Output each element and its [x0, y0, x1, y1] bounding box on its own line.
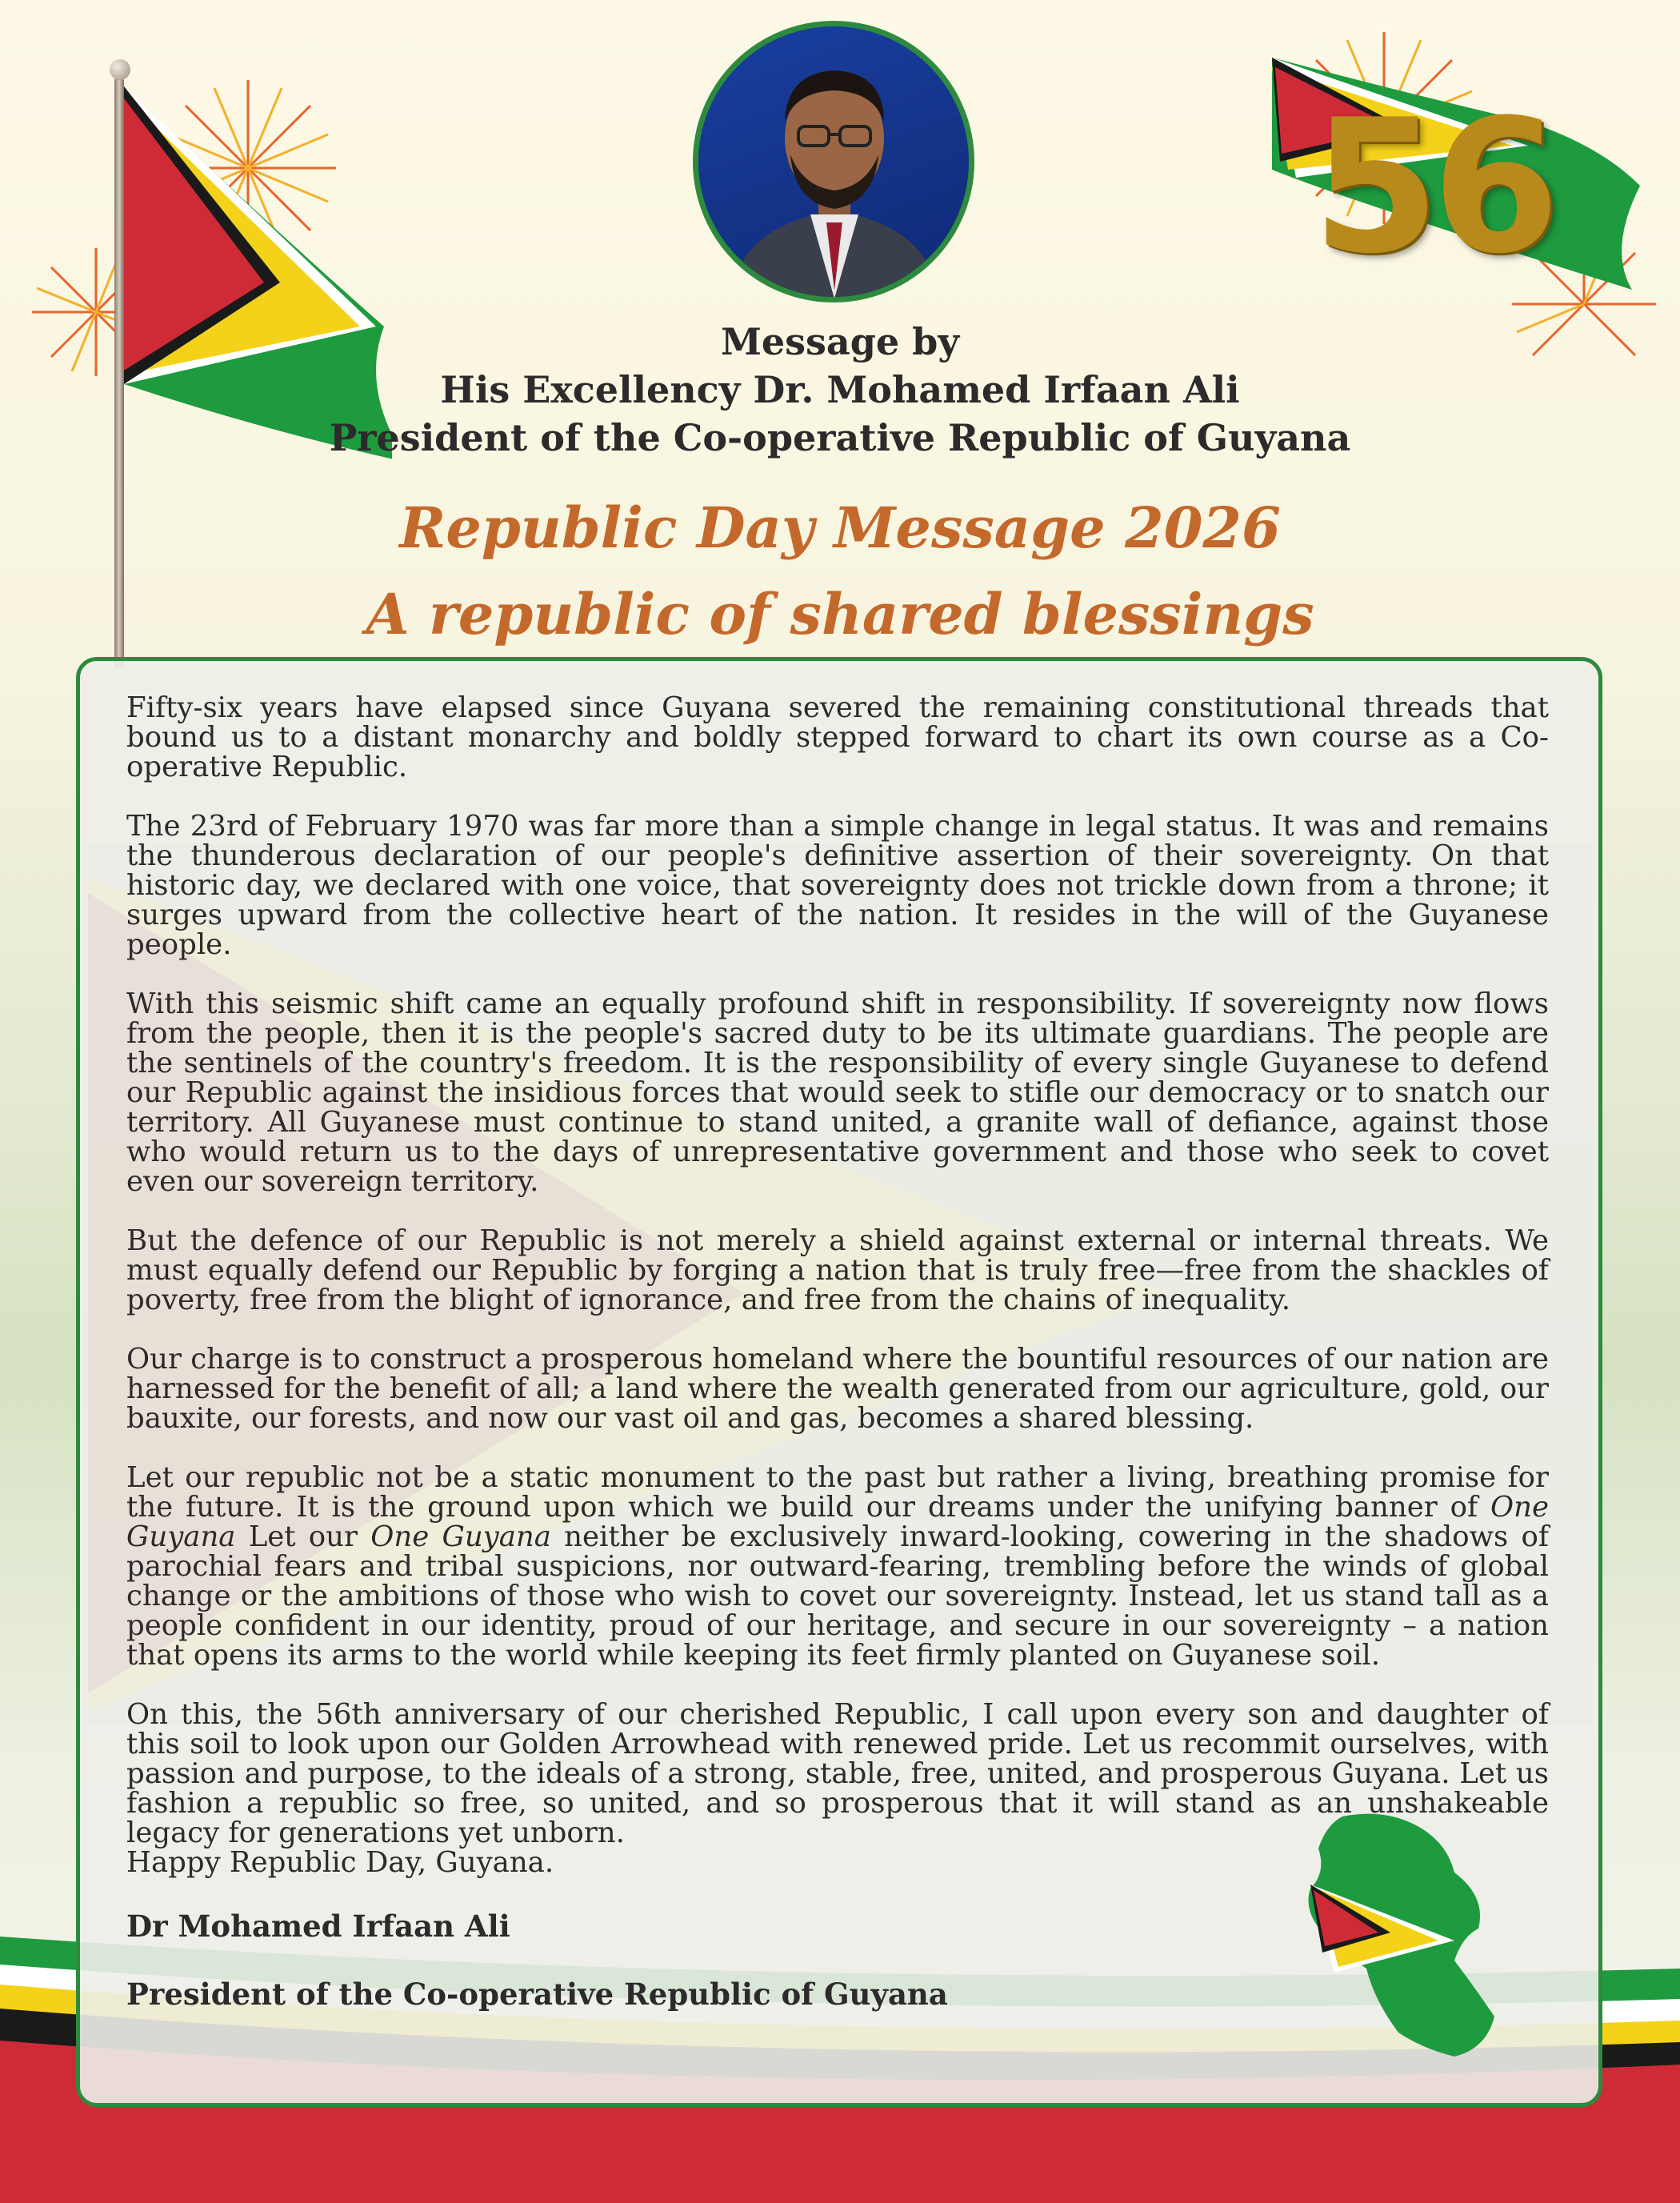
- message-paragraph-6: [126, 1463, 1549, 1670]
- signature-name: Dr Mohamed Irfaan Ali: [126, 1909, 510, 1944]
- title-line-1: Republic Day Message 2026: [399, 495, 1281, 561]
- header-line-2: His Excellency Dr. Mohamed Irfaan Ali: [440, 368, 1240, 411]
- message-paragraph-2: The 23rd of February 1970 was far more than a simple change in legal status. It was and remains the thunderous declaration of our people's definitive assertion of their sovereignty. On that historic day, we declared with one voice, that sovereignty does not trickle down from a throne; it surges upward from the collective heart of the nation. It resides in the will of the Guyanese people.: [126, 810, 1549, 961]
- message-paragraph-7: On this, the 56th anniversary of our cherished Republic, I call upon every son and daughter of this soil to look upon our Golden Arrowhead with renewed pride. Let us recommit ourselves, with passion and purpose, to the ideals of a strong, stable, free, united, and prosperous Guyana. Let us fashion a republic so free, so united, and so prosperous that it will stand as an unshakeable legacy for generations yet unborn.: [126, 1698, 1549, 1849]
- anniversary-number: 56: [1312, 81, 1553, 294]
- paragraph-6-part-a: Let our republic not be a static monument to the past but rather a living, breathing promise for the future. It is the ground upon which we build our dreams under the unifying banner of: [126, 1461, 1549, 1524]
- message-paragraph-3: With this seismic shift came an equally profound shift in responsibility. If sovereignty now flows from the people, then it is the people's sacred duty to be its ultimate guardians. The people are the sentinels of the country's freedom. It is the responsibility of every single Guyanese to defend our Republic against the insidious forces that would seek to stifle our democracy or to snatch our territory. All Guyanese must continue to stand united, a granite wall of defiance, against those who would return us to the days of unrepresentative government and those who seek to covet even our sovereign territory.: [126, 987, 1549, 1198]
- paragraph-6-part-b: Let our: [235, 1520, 371, 1553]
- title-line-2: A republic of shared blessings: [366, 581, 1314, 647]
- closing-line: Happy Republic Day, Guyana.: [126, 1846, 554, 1879]
- header-line-1: Message by: [720, 320, 960, 363]
- president-portrait: [693, 21, 974, 302]
- guyana-map-icon: [1294, 1808, 1510, 2065]
- one-guyana-emphasis-1: One Guyana: [126, 1491, 1549, 1553]
- message-paragraph-4: But the defence of our Republic is not merely a shield against external or internal threats. We must equally defend our Republic by forging a nation that is truly free—free from the shackles of poverty, free from the blight of ignorance, and free from the chains of inequality.: [126, 1224, 1549, 1316]
- signature-title: President of the Co-operative Republic of Guyana: [126, 1977, 948, 2012]
- portrait-figure-icon: [698, 26, 970, 298]
- message-paragraph-1: Fifty-six years have elapsed since Guyana severed the remaining constitutional threads that bound us to a distant monarchy and boldly stepped forward to chart its own course as a Co-operative Republic.: [126, 691, 1549, 783]
- message-paragraph-5: Our charge is to construct a prosperous homeland where the bountiful resources of our nation are harnessed for the benefit of all; a land where the wealth generated from our agriculture, gold, our bauxite, our forests, and now our vast oil and gas, becomes a shared blessing.: [126, 1343, 1549, 1435]
- header-line-3: President of the Co-operative Republic of Guyana: [329, 416, 1351, 459]
- paragraph-6-part-c: neither be exclusively inward-looking, cowering in the shadows of parochial fears and tribal suspicions, nor outward-fearing, trembling before the winds of global change or the ambitions of those who wish to covet our sovereignty. Instead, let us stand tall as a people confident in our identity, proud of our heritage, and secure in our sovereignty – a nation that opens its arms to the world while keeping its feet firmly planted on Guyanese soil.: [126, 1520, 1549, 1672]
- one-guyana-emphasis-2: One Guyana: [370, 1520, 551, 1553]
- flag-pole-finial: [110, 59, 130, 80]
